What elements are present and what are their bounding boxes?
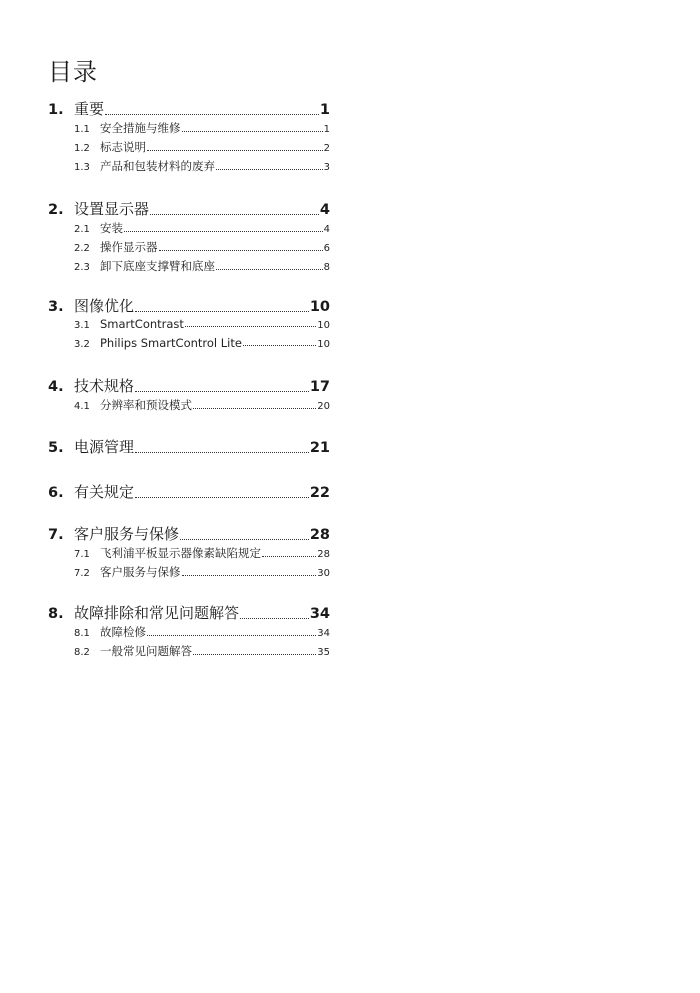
page-title: 目录 [48,58,98,86]
dot-leader [159,250,323,251]
subsection-number: 8.1 [74,628,90,639]
dot-leader [216,269,323,270]
page-number: 20 [317,401,330,412]
subsection-number: 1.3 [74,162,90,173]
page-number: 4 [319,202,330,218]
section-title: 客户服务与保修 [74,525,180,543]
subsection-title: 卸下底座支撑臂和底座 [100,259,215,273]
toc-subsection-entry[interactable] [74,336,330,350]
section-number: 1. [48,102,64,118]
dot-leader [135,391,309,392]
subsection-number: 1.1 [74,124,90,135]
page-number: 3 [323,162,330,173]
page-number: 34 [317,628,330,639]
section-number: 7. [48,527,64,543]
toc-subsection-entry[interactable] [74,220,330,236]
section-title: 重要 [74,100,105,118]
dot-leader [105,114,319,115]
page-number: 34 [309,606,330,622]
section-number: 2. [48,202,64,218]
page-number: 1 [319,102,330,118]
toc-section-entry[interactable] [48,436,330,457]
toc-section-entry[interactable] [48,198,330,219]
toc-subsection-entry[interactable] [74,624,330,640]
subsection-title: 飞利浦平板显示器像素缺陷规定 [100,546,261,560]
page-number: 1 [323,124,330,135]
section-title: 有关规定 [74,483,135,501]
section-title: 故障排除和常见问题解答 [74,604,240,622]
dot-leader [193,654,316,655]
subsection-number: 3.2 [74,339,90,350]
dot-leader [193,408,316,409]
toc-section-entry[interactable] [48,295,330,316]
page-number: 10 [309,299,330,315]
subsection-number: 7.2 [74,568,90,579]
subsection-number: 2.2 [74,243,90,254]
toc-section-entry[interactable] [48,481,330,502]
dot-leader [243,345,316,346]
subsection-title: 一般常见问题解答 [100,644,192,658]
page-number: 10 [317,320,330,331]
page-number: 22 [309,485,330,501]
toc-subsection-entry[interactable] [74,397,330,413]
toc-subsection-entry[interactable] [74,120,330,136]
page-number: 4 [323,224,330,235]
toc-subsection-entry[interactable] [74,158,330,174]
dot-leader [135,311,309,312]
subsection-title: 客户服务与保修 [100,565,181,579]
dot-leader [180,539,309,540]
toc-section-entry[interactable] [48,98,330,119]
dot-leader [135,497,309,498]
dot-leader [147,635,316,636]
page-number: 17 [309,379,330,395]
section-number: 8. [48,606,64,622]
subsection-number: 2.3 [74,262,90,273]
toc-section-entry[interactable] [48,602,330,623]
page-number: 8 [323,262,330,273]
dot-leader [150,214,319,215]
toc-subsection-entry[interactable] [74,643,330,659]
page-number: 10 [317,339,330,350]
toc-section-entry[interactable] [48,375,330,396]
subsection-number: 7.1 [74,549,90,560]
subsection-title: 安全措施与维修 [100,121,181,135]
subsection-title: 操作显示器 [100,240,158,254]
subsection-title: 标志说明 [100,140,146,154]
dot-leader [147,150,323,151]
subsection-title: 安装 [100,221,123,235]
subsection-title: Philips SmartControl Lite [100,336,242,350]
toc-subsection-entry[interactable] [74,139,330,155]
page-number: 28 [317,549,330,560]
subsection-number: 3.1 [74,320,90,331]
subsection-title: SmartContrast [100,317,184,331]
toc-subsection-entry[interactable] [74,258,330,274]
section-number: 6. [48,485,64,501]
dot-leader [124,231,323,232]
toc-subsection-entry[interactable] [74,239,330,255]
section-title: 电源管理 [74,438,135,456]
page-number: 21 [309,440,330,456]
dot-leader [135,452,309,453]
dot-leader [185,326,316,327]
subsection-number: 1.2 [74,143,90,154]
dot-leader [262,556,316,557]
subsection-title: 分辨率和预设模式 [100,398,192,412]
dot-leader [216,169,323,170]
subsection-title: 产品和包装材料的废弃 [100,159,215,173]
section-number: 3. [48,299,64,315]
dot-leader [182,131,323,132]
dot-leader [240,618,309,619]
section-title: 设置显示器 [74,200,150,218]
section-number: 5. [48,440,64,456]
section-title: 图像优化 [74,297,135,315]
toc-subsection-entry[interactable] [74,545,330,561]
section-number: 4. [48,379,64,395]
page-number: 28 [309,527,330,543]
toc-section-entry[interactable] [48,523,330,544]
subsection-title: 故障检修 [100,625,146,639]
toc-subsection-entry[interactable] [74,317,330,331]
subsection-number: 2.1 [74,224,90,235]
page-number: 35 [317,647,330,658]
section-title: 技术规格 [74,377,135,395]
page-number: 2 [323,143,330,154]
page-number: 30 [317,568,330,579]
dot-leader [182,575,317,576]
toc-subsection-entry[interactable] [74,564,330,580]
subsection-number: 4.1 [74,401,90,412]
subsection-number: 8.2 [74,647,90,658]
page-number: 6 [323,243,330,254]
